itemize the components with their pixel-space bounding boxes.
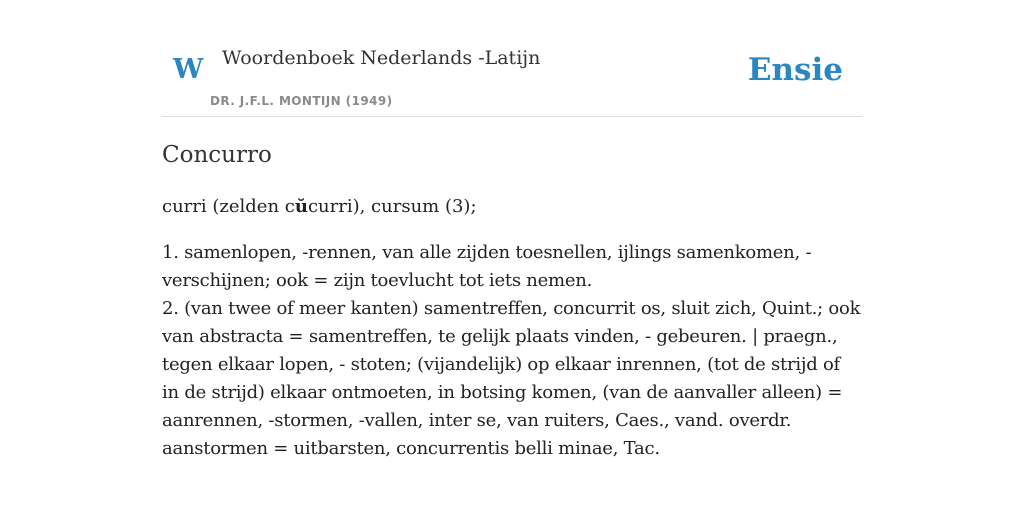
entry-card (162, 0, 862, 512)
entry-headword: Concurro (162, 142, 272, 168)
dictionary-title[interactable]: Woordenboek Nederlands -Latijn (222, 47, 541, 69)
ensie-logo[interactable]: Ensie (747, 52, 843, 88)
forms-text-bold: ŭ (294, 196, 308, 217)
dictionary-header (162, 0, 862, 117)
entry-forms (162, 193, 477, 221)
entry-definition (162, 239, 862, 463)
dictionary-logo[interactable]: W (173, 54, 204, 85)
forms-text-after: curri), cursum (3); (307, 196, 477, 217)
dictionary-author: DR. J.F.L. MONTIJN (1949) (210, 94, 393, 108)
forms-text-before: curri (zelden c (162, 196, 295, 217)
sense-2: 2. (van twee of meer kanten) samentreffen, concurrit os, sluit zich, Quint.; ook van abstracta = samentreffen, te gelijk plaats vinden, - gebeuren. | praegn., tegen elkaar lopen, - stoten; (vijandelijk) op elkaar inrennen, (tot de strijd of in de strijd) elkaar ontmoeten, in botsing komen, (van de aanvaller alleen) = aanrennen, -stormen, -vallen, inter se, van ruiters, Caes., vand. overdr. aanstormen = uitbarsten, concurrentis belli minae, Tac. (162, 298, 861, 459)
sense-1: 1. samenlopen, -rennen, van alle zijden toesnellen, ijlings samenkomen, -verschijnen; ook = zijn toevlucht tot iets nemen. (162, 242, 812, 291)
